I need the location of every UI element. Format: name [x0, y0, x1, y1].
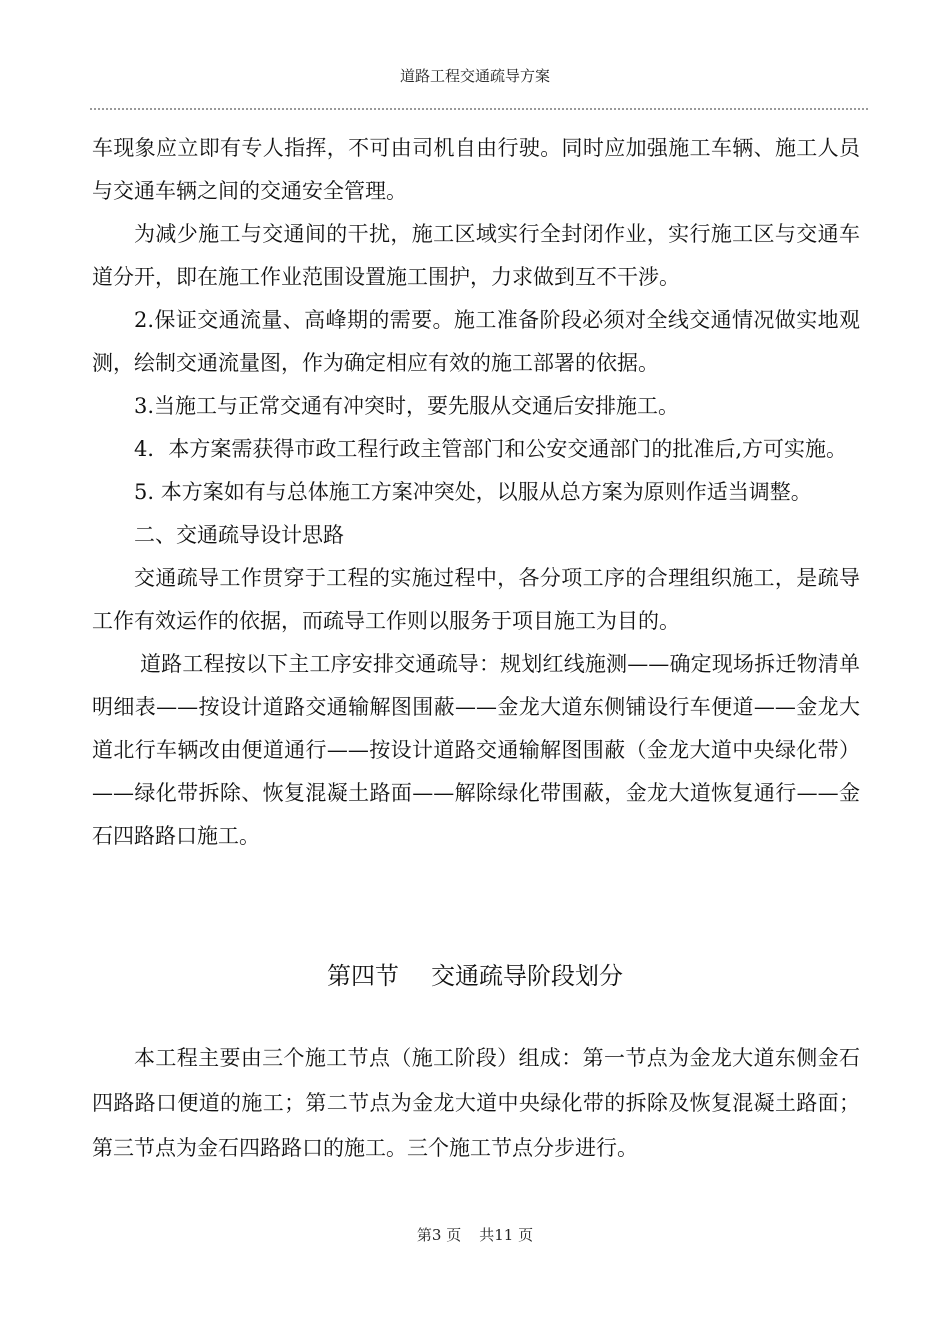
header-divider: [90, 108, 868, 110]
page-number: 第3 页: [416, 1226, 462, 1244]
paragraph-design-approach: 交通疏导工作贯穿于工程的实施过程中，各分项工序的合理组织施工，是疏导工作有效运作的依据，而疏导工作则以服务于项目施工为目的。: [92, 566, 860, 633]
page-footer: [0, 1225, 950, 1245]
paragraph-item-2: 2.保证交通流量、高峰期的需要。施工准备阶段必须对全线交通情况做实地观测，绘制交通流量图，作为确定相应有效的施工部署的依据。: [92, 308, 860, 375]
subheading-design-approach: 二、交通疏导设计思路: [134, 523, 344, 547]
page-total: 共11 页: [479, 1226, 534, 1244]
paragraph-continued: 车现象应立即有专人指挥，不可由司机自由行驶。同时应加强施工车辆、施工人员与交通车辆之间的交通安全管理。: [92, 136, 860, 203]
paragraph-item-4: 4．本方案需获得市政工程行政主管部门和公安交通部门的批准后,方可实施。: [134, 437, 848, 461]
paragraph-interference: 为减少施工与交通间的干扰，施工区域实行全封闭作业，实行施工区与交通车道分开，即在施工作业范围设置施工围护，力求做到互不干涉。: [92, 222, 860, 289]
page-header: 道路工程交通疏导方案: [399, 67, 550, 85]
section-number: 第四节: [327, 962, 399, 990]
section-title: 交通疏导阶段划分: [431, 962, 623, 990]
paragraph-construction-nodes: 本工程主要由三个施工节点（施工阶段）组成：第一节点为金龙大道东侧金石四路路口便道的施工；第二节点为金龙大道中央绿化带的拆除及恢复混凝土路面；第三节点为金石四路路口的施工。三个施工节点分步进行。: [92, 1046, 860, 1160]
document-body: [92, 127, 860, 858]
paragraph-procedure-sequence: 道路工程按以下主工序安排交通疏导：规划红线施测——确定现场拆迁物清单明细表——按设计道路交通输解图围蔽——金龙大道东侧铺设行车便道——金龙大道北行车辆改由便道通行——按设计道路交通输解图围蔽（金龙大道中央绿化带）——绿化带拆除、恢复混凝土路面——解除绿化带围蔽，金龙大道恢复通行——金石四路路口施工。: [92, 652, 860, 848]
section-body: [92, 1036, 860, 1171]
paragraph-item-3: 3.当施工与正常交通有冲突时，要先服从交通后安排施工。: [134, 394, 680, 418]
section-heading: [0, 956, 950, 996]
paragraph-item-5: 5. 本方案如有与总体施工方案冲突处，以服从总方案为原则作适当调整。: [134, 480, 812, 504]
